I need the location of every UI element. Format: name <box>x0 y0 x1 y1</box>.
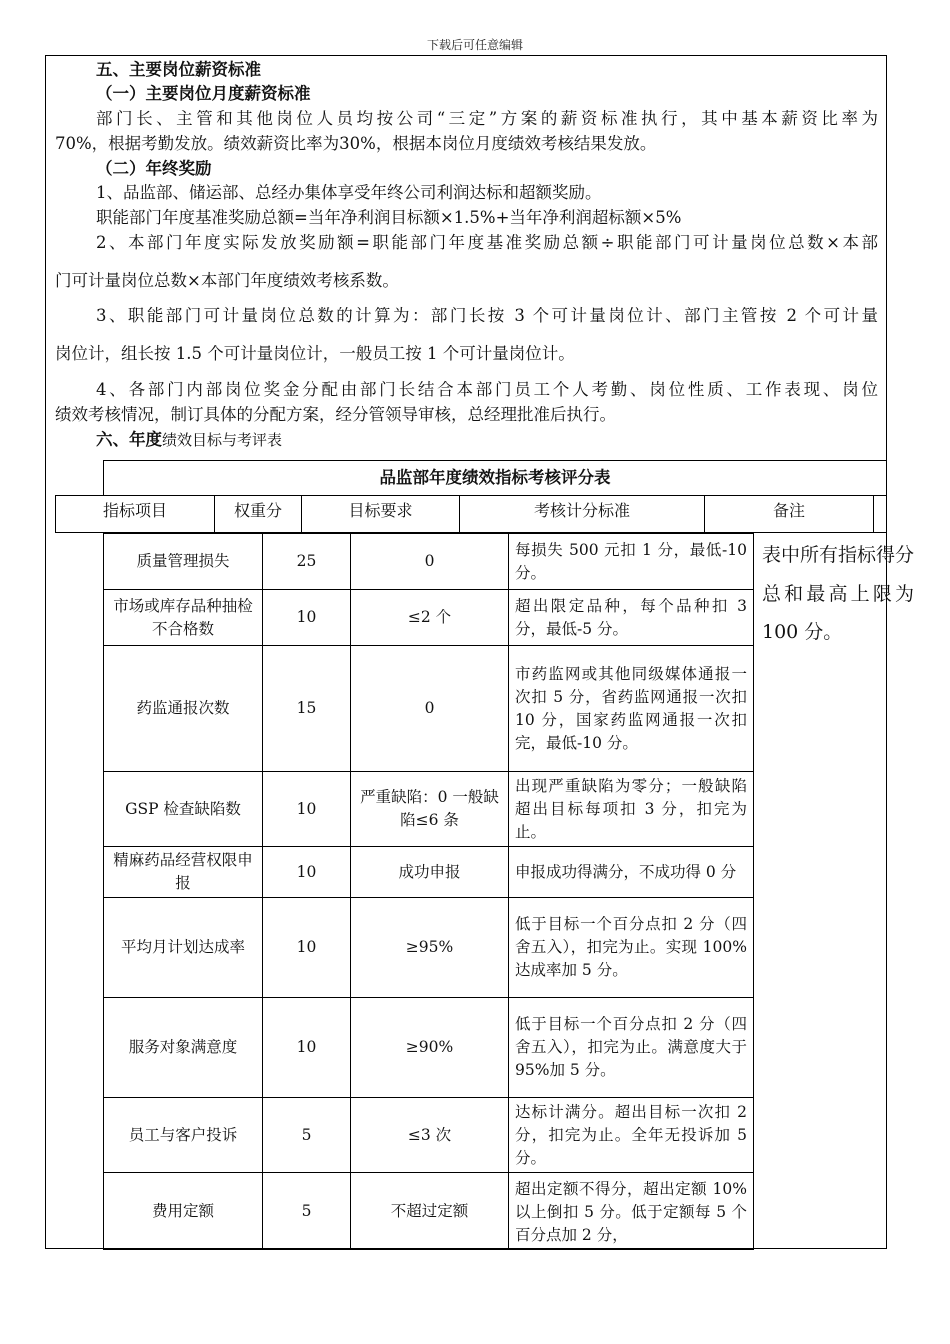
table-row <box>104 998 754 1098</box>
table-row <box>104 772 754 847</box>
cell-weight: 5 <box>263 1098 351 1173</box>
cell-target: ≤3 次 <box>351 1098 509 1173</box>
cell-standard: 出现严重缺陷为零分；一般缺陷超出目标每项扣 3 分，扣完为止。 <box>509 772 754 847</box>
table-header-row <box>55 495 887 533</box>
cell-weight: 25 <box>263 534 351 590</box>
section-5-1-paragraph-line1: 部门长、主管和其他岗位人员均按公司“三定”方案的薪资标准执行，其中基本薪资比率为 <box>96 109 878 128</box>
section-5-2-item4-line1: 4、各部门内部岗位奖金分配由部门长结合本部门员工个人考勤、岗位性质、工作表现、岗位 <box>96 380 878 399</box>
cell-weight: 10 <box>263 998 351 1098</box>
page-header-note: 下载后可任意编辑 <box>426 38 523 52</box>
cell-item: 药监通报次数 <box>104 646 263 772</box>
section-5-2-item3-line1: 3、职能部门可计量岗位总数的计算为：部门长按 3 个可计量岗位计、部门主管按 2 个可计量 <box>96 306 878 325</box>
cell-item: GSP 检查缺陷数 <box>104 772 263 847</box>
cell-weight: 10 <box>263 590 351 646</box>
section-6-title <box>96 428 282 452</box>
section-6-title-bold: 六、年度 <box>96 430 162 449</box>
cell-target: ≤2 个 <box>351 590 509 646</box>
score-table <box>103 533 754 1250</box>
section-5-1-title: （一）主要岗位月度薪资标准 <box>96 84 311 103</box>
cell-standard: 每损失 500 元扣 1 分，最低-10 分。 <box>509 534 754 590</box>
cell-target: 0 <box>351 534 509 590</box>
remark-note: 表中所有指标得分总和最高上限为 100 分。 <box>762 544 915 643</box>
table-row <box>104 1098 754 1173</box>
header-target: 目标要求 <box>348 501 413 520</box>
cell-target: 不超过定额 <box>351 1173 509 1250</box>
cell-item: 费用定额 <box>104 1173 263 1250</box>
section-6-title-rest: 绩效目标与考评表 <box>162 431 283 449</box>
header-divider <box>873 496 874 532</box>
cell-standard: 低于目标一个百分点扣 2 分（四舍五入），扣完为止。实现 100%达成率加 5 分。 <box>509 898 754 998</box>
cell-standard: 超出限定品种，每个品种扣 3 分，最低-5 分。 <box>509 590 754 646</box>
table-row <box>104 534 754 590</box>
section-5-2-title: （二）年终奖励 <box>96 159 212 178</box>
header-standard: 考核计分标准 <box>533 501 630 520</box>
cell-target: ≥95% <box>351 898 509 998</box>
table-row <box>104 898 754 998</box>
cell-standard: 超出定额不得分，超出定额 10%以上倒扣 5 分。低于定额每 5 个百分点加 2 分， <box>509 1173 754 1250</box>
section-5-2-item2-line2: 门可计量岗位总数×本部门年度绩效考核系数。 <box>55 271 399 290</box>
table-caption: 品监部年度绩效指标考核评分表 <box>103 460 887 496</box>
cell-weight: 10 <box>263 847 351 898</box>
cell-item: 精麻药品经营权限申报 <box>104 847 263 898</box>
header-remark: 备注 <box>772 501 805 520</box>
cell-item: 质量管理损失 <box>104 534 263 590</box>
cell-item: 市场或库存品种抽检不合格数 <box>104 590 263 646</box>
section-5-1-paragraph-line2: 70%，根据考勤发放。绩效薪资比率为30%，根据本岗位月度绩效考核结果发放。 <box>55 134 657 153</box>
section-5-2-item3-line2: 岗位计，组长按 1.5 个可计量岗位计，一般员工按 1 个可计量岗位计。 <box>55 344 575 363</box>
cell-standard: 申报成功得满分，不成功得 0 分 <box>509 847 754 898</box>
cell-standard: 市药监网或其他同级媒体通报一次扣 5 分，省药监网通报一次扣 10 分，国家药监网通报一次扣完，最低-10 分。 <box>509 646 754 772</box>
section-5-2-item2-line1: 2、本部门年度实际发放奖励额=职能部门年度基准奖励总额÷职能部门可计量岗位总数×本部 <box>96 233 878 252</box>
table-row <box>104 646 754 772</box>
cell-target: 成功申报 <box>351 847 509 898</box>
cell-standard: 低于目标一个百分点扣 2 分（四舍五入），扣完为止。满意度大于 95%加 5 分。 <box>509 998 754 1098</box>
cell-standard: 达标计满分。超出目标一次扣 2 分，扣完为止。全年无投诉加 5 分。 <box>509 1098 754 1173</box>
cell-weight: 10 <box>263 772 351 847</box>
cell-weight: 15 <box>263 646 351 772</box>
section-5-title: 五、主要岗位薪资标准 <box>96 60 261 79</box>
section-5-2-item4-line2: 绩效考核情况，制订具体的分配方案，经分管领导审核，总经理批准后执行。 <box>55 405 616 424</box>
section-5-2-formula: 职能部门年度基准奖励总额=当年净利润目标额×1.5%+当年净利润超标额×5% <box>96 208 682 227</box>
table-row <box>104 847 754 898</box>
table-row <box>104 1173 754 1250</box>
cell-weight: 5 <box>263 1173 351 1250</box>
cell-weight: 10 <box>263 898 351 998</box>
cell-target: 0 <box>351 646 509 772</box>
section-5-2-item1: 1、品监部、储运部、总经办集体享受年终公司利润达标和超额奖励。 <box>96 183 602 202</box>
cell-target: 严重缺陷：0 一般缺陷≤6 条 <box>351 772 509 847</box>
header-item: 指标项目 <box>102 501 167 520</box>
cell-target: ≥90% <box>351 998 509 1098</box>
cell-item: 员工与客户投诉 <box>104 1098 263 1173</box>
header-weight: 权重分 <box>233 501 282 520</box>
cell-item: 服务对象满意度 <box>104 998 263 1098</box>
cell-item: 平均月计划达成率 <box>104 898 263 998</box>
table-row <box>104 590 754 646</box>
